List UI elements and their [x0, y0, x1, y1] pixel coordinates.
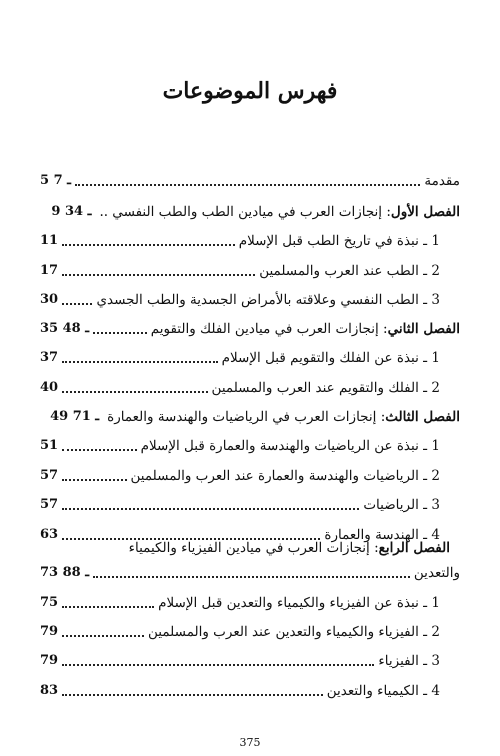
dot-leader: [62, 303, 92, 305]
toc-page-number: 30: [40, 292, 59, 307]
toc-entry: [40, 228, 440, 250]
toc-chapter-entry: [40, 404, 460, 426]
toc-entry-text: 2 ـ الفلك والتقويم عند العرب والمسلمين: [211, 380, 440, 396]
toc-chapter-continuation: [40, 560, 460, 582]
toc-page-number: 57: [40, 497, 59, 512]
toc-entry-text: 1 ـ نبذة في تاريخ الطب قبل الإسلام: [238, 233, 440, 249]
toc-chapter-entry: [60, 540, 450, 556]
dot-leader: [93, 332, 147, 334]
toc-chapter-entry: [40, 199, 460, 221]
dot-leader: [62, 391, 207, 393]
toc-page-range: 35 ـ 48: [40, 321, 90, 336]
toc-page-number: 40: [40, 380, 59, 395]
chapter-label: الفصل الرابع: [378, 540, 450, 556]
toc-page-number: 37: [40, 350, 59, 365]
dot-leader: [75, 184, 420, 186]
dot-leader: [62, 274, 255, 276]
toc-entry-text: 1 ـ نبذة عن الرياضيات والهندسة والعمارة قبل الإسلام: [140, 438, 440, 454]
toc-entry: [40, 345, 440, 367]
toc-entry: [40, 590, 440, 612]
dot-leader: [62, 664, 374, 666]
chapter-label: الفصل الأول: [390, 204, 460, 220]
dot-leader: [62, 479, 126, 481]
chapter-label: الفصل الثاني: [387, 321, 460, 337]
toc-entry: [40, 258, 440, 280]
toc-entry-text: : إنجازات العرب في ميادين الفلك والتقويم: [150, 321, 388, 337]
toc-entry-text: 1 ـ نبذة عن الفيزياء والكيمياء والتعدين قبل الإسلام: [158, 595, 440, 611]
page-title: فهرس الموضوعات: [162, 78, 338, 104]
toc-page-number: 75: [40, 595, 59, 610]
toc-entry-text: : إنجازات العرب في الرياضيات والهندسة والعمارة: [107, 409, 386, 425]
toc-entry: [40, 433, 440, 455]
toc-entry-text: : إنجازات العرب في ميادين الطب والطب النفسي ..: [99, 204, 391, 220]
toc-entry-text: 3 ـ الطب النفسي وعلاقته بالأمراض الجسدية والطب الجسدي: [96, 292, 440, 308]
toc-entry-text: : إنجازات العرب في ميادين الفيزياء والكيمياء: [128, 540, 379, 556]
toc-page-number: 83: [40, 683, 59, 698]
toc-entry: [40, 375, 440, 397]
toc-page-range: 49 ـ 71: [50, 409, 100, 424]
toc-entry: [40, 492, 440, 514]
dot-leader: [62, 244, 235, 246]
toc-entry-text: 4 ـ الكيمياء والتعدين: [326, 683, 440, 699]
chapter-label: الفصل الثالث: [385, 409, 460, 425]
toc-entry: [40, 678, 440, 700]
toc-page-range: 9 ـ 34: [51, 204, 92, 219]
toc-entry: [40, 648, 440, 670]
toc-entry-text: مقدمة: [424, 173, 460, 189]
toc-entry-text: 2 ـ الفيزياء والكيمياء والتعدين عند العرب والمسلمين: [148, 624, 440, 640]
toc-chapter-entry: [40, 316, 460, 338]
dot-leader: [93, 576, 410, 578]
toc-page-number: 51: [40, 438, 59, 453]
toc-page-range: 5 ـ 7: [40, 173, 71, 188]
toc-entry-text: 3 ـ الفيزياء: [378, 653, 440, 669]
toc-entry-text: 2 ـ الطب عند العرب والمسلمين: [259, 263, 440, 279]
toc-page-number: 17: [40, 263, 59, 278]
toc-page-range: 73 ـ 88: [40, 565, 90, 580]
dot-leader: [62, 635, 144, 637]
toc-page-number: 11: [40, 233, 59, 248]
toc-page-number: 57: [40, 468, 59, 483]
toc-entry: [40, 168, 460, 190]
page-number: 375: [239, 736, 261, 749]
toc-entry: [40, 619, 440, 641]
dot-leader: [62, 508, 359, 510]
dot-leader: [62, 361, 218, 363]
dot-leader: [62, 606, 154, 608]
toc-entry-text: 3 ـ الرياضيات: [363, 497, 440, 513]
toc-page-number: 79: [40, 624, 59, 639]
toc-entry-text: والتعدين: [413, 565, 460, 581]
toc-page-number: 79: [40, 653, 59, 668]
dot-leader: [62, 694, 323, 696]
dot-leader: [62, 449, 137, 451]
toc-page-number: 63: [40, 527, 59, 542]
toc-entry-text: 4 ـ الهندسة والعمارة: [324, 527, 440, 543]
toc-entry-text: 1 ـ نبذة عن الفلك والتقويم قبل الإسلام: [221, 350, 440, 366]
toc-entry: [40, 287, 440, 309]
toc-entry: [40, 463, 440, 485]
toc-entry-text: 2 ـ الرياضيات والهندسة والعمارة عند العرب والمسلمين: [130, 468, 440, 484]
